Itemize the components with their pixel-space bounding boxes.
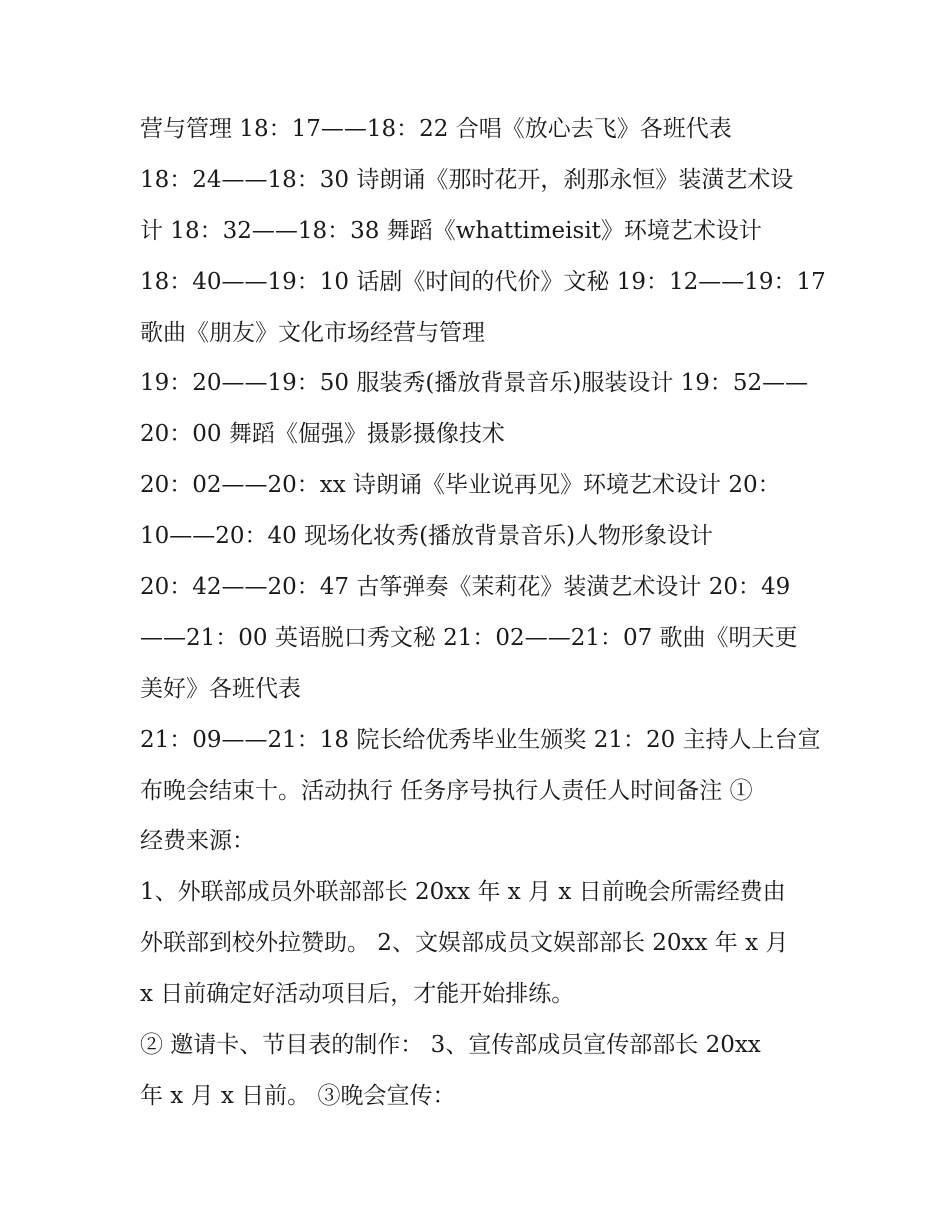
text-line: 20：02——20：xx 诗朗诵《毕业说再见》环境艺术设计 20： (140, 472, 781, 499)
text-line: ——21：00 英语脱口秀文秘 21：02——21：07 歌曲《明天更 (140, 624, 798, 651)
text-line: 美好》各班代表 (140, 675, 301, 702)
text-line: 10——20：40 现场化妆秀(播放背景音乐)人物形象设计 (140, 523, 714, 550)
text-line: 20：42——20：47 古筝弹奏《茉莉花》装潢艺术设计 20：49 (140, 574, 791, 601)
text-line: 营与管理 18：17——18：22 合唱《放心去飞》各班代表 (140, 116, 732, 142)
document-body (140, 104, 830, 1122)
text-line: 计 18：32——18：38 舞蹈《whattimeisit》环境艺术设计 (140, 217, 762, 244)
text-line: 21：09——21：18 院长给优秀毕业生颁奖 21：20 主持人上台宣 (140, 726, 821, 753)
text-line: 年 x 月 x 日前。 ③晚会宣传： (140, 1082, 456, 1109)
text-line: 布晚会结束十。活动执行 任务序号执行人责任人时间备注 ① (140, 777, 753, 804)
text-line: 外联部到校外拉赞助。 2、文娱部成员文娱部部长 20xx 年 x 月 (140, 930, 789, 957)
text-line: 19：20——19：50 服装秀(播放背景音乐)服装设计 19：52—— (140, 370, 809, 397)
text-line: 18：40——19：10 话剧《时间的代价》文秘 19：12——19：17 (140, 268, 826, 295)
text-line: 1、外联部成员外联部部长 20xx 年 x 月 x 日前晚会所需经费由 (140, 879, 786, 906)
text-line: ② 邀请卡、节目表的制作： 3、宣传部成员宣传部部长 20xx (140, 1032, 761, 1059)
text-line: 18：24——18：30 诗朗诵《那时花开，刹那永恒》装潢艺术设 (140, 166, 794, 193)
text-line: 20：00 舞蹈《倔强》摄影摄像技术 (140, 421, 505, 448)
text-line: x 日前确定好活动项目后，才能开始排练。 (140, 981, 575, 1008)
text-line: 歌曲《朋友》文化市场经营与管理 (140, 319, 485, 346)
text-line: 经费来源： (140, 828, 255, 855)
